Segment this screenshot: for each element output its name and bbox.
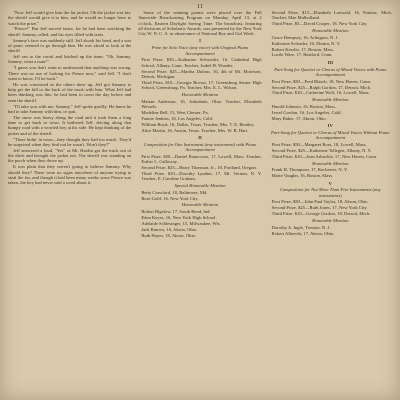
special-mention-heading: Special Honorable Mention	[174, 182, 226, 188]
award-entry: Betty Crawford, 18, Baltimore, Md.	[141, 189, 208, 195]
section-heading: Part-Song for Quartet or Chorus of Mixed Voices with Piano Accompaniment	[274, 66, 387, 77]
award-entry: Second Prize, $25—Ruth Jones, 17, New York City.	[271, 205, 368, 211]
section-heading: Composition for One Instrument (any instrument) with Piano Accompaniment	[143, 141, 257, 152]
honorable-mention-heading: Honorable Mention	[181, 202, 219, 208]
section-heading: Composition for Not More Than Five Instruments (any instruments)	[279, 187, 381, 198]
awards-column	[138, 10, 261, 394]
award-entry: First Prize, $50—Margaret Ross, 18, Lowell, Mass.	[271, 141, 367, 147]
section-heading: Part-Song for Quartet or Chorus of Mixed Voices Without Piano Accompaniment	[271, 129, 390, 141]
award-entry: Robert Bigelow, 17, South Bend, Ind.	[141, 209, 211, 215]
award-entry: Edna Keyes, 16, New York High School.	[141, 215, 217, 221]
award-entry: Dorothy A. Ingle, Trenton, N. J.	[271, 224, 331, 230]
honorable-mention-heading: Honorable Mention	[181, 91, 219, 97]
award-entry: Jack Barrow, 16, Akron, Ohio.	[141, 226, 198, 232]
award-entry: Grace Dempsey, 16, Arlington, N. J.	[271, 34, 339, 40]
award-entry: First Prize, $50—Katharine Schroeder, 16, Cathedral High School, Albany, Conn. Teacher, Isabel H. Wunder.	[141, 57, 262, 68]
award-entry: Mary Baker, 17, Akron, Ohio.	[271, 115, 327, 121]
award-entry: Harold Johnson, 16, Boston, Mass.	[271, 104, 336, 110]
award-entry: First Prize, $50—John Paul Taylor, 18, Akron, Ohio.	[271, 199, 369, 205]
award-entry: Robert Albrecht, 17, Akron, Ohio.	[271, 230, 335, 236]
award-entry: Third Prize, $10—George Gordon, 18, Detroit, Mich.	[271, 211, 371, 217]
text-columns	[8, 10, 392, 394]
honorable-mention-heading: Honorable Mention	[312, 97, 349, 103]
section-number: V	[328, 180, 332, 186]
section-heading: Prize for Solo Voice (any voice) with Original Piano Accompaniment	[151, 45, 249, 56]
awards-column-continued	[269, 10, 392, 394]
award-entry: First Prize, $50—Daniel Bonacorso, 17, Lowell, Mass. Teacher, Esther L. Calloway.	[141, 153, 262, 164]
section-number: IV	[327, 123, 333, 129]
award-entry: Rose Gold, 16, New York City.	[141, 195, 199, 201]
award-entry: Second Prize, $25—Martha Dufour, 16, 4th of Mt. Morrison, Detroit, Michigan.	[141, 68, 262, 79]
award-entry: Ruth Hayes, 18, Akron, Ohio.	[141, 232, 197, 238]
award-entry: William Boyd, 16, Dallas, Texas. Teacher, Mrs. T. E. Bentley.	[141, 121, 255, 127]
award-entry: Alice Martin, 16, Austin, Texas. Teacher, Mrs. W. R. Hart.	[141, 127, 249, 133]
award-entry: Third Prize, $10—Georgia Brown, 17, Greensburg Senior High School, Greensburg, Pa. Teacher, Mrs. E. L. Wilson.	[141, 79, 262, 91]
story-paragraph: "Now Jeff would give him the fur jacket. Oh the jacket was his, the sheriff would give it to him, and he would no longer have to watch the prize."	[8, 10, 132, 26]
story-paragraph: "I'll take you with me, Sammy," Jeff spoke gruffly. He knew he had to take Sammy with him, or quit.	[8, 103, 132, 114]
section-number: III	[327, 59, 333, 65]
award-entry: Third Prize, $10—Dorothy Lyndon, 17, Mt. Vernon, N. Y. Teacher, E. Caroline Graham.	[141, 170, 262, 182]
honorable-mention-heading: Honorable Mention	[312, 27, 349, 33]
story-paragraph: "I guess you don't want to understand that anything was wrong. There was no use of looking for Prince now," said Jeff. "I don't want to know. I'll be back."	[8, 65, 132, 81]
section-number: I	[199, 38, 201, 44]
story-paragraph: The snow was heavy along the road and it took them a long time to get back to town. It bothered Jeff, driving along that bumpy road with a worried boy at his side. He kept thinking of the jacket and of the sheriff.	[8, 114, 132, 136]
story-paragraph: "There hidin' in town—they thought they had too much. They'd be surprised when they find out he wasn't. Won't they?"	[8, 136, 132, 147]
story-paragraph: Sammy's face was suddenly still. Jeff shook his head, and a sort of panic seemed to go through him. He was afraid to look at the sheriff.	[8, 37, 132, 54]
award-entry: First Prize, $50—Fred Blasch, 18, New Haven, Conn.	[271, 78, 371, 84]
award-entry: Second Prize, $15—Elizabeth Loewald, 16, Pontiac, Mich. Teacher, Mae Mulholland.	[271, 10, 392, 21]
award-entry: Jewel Gordon, 16, Los Angeles, Calif.	[271, 109, 342, 115]
award-entry: Third Prize, $10—Joan Arbuckle, 17, New Haven, Conn.	[271, 153, 378, 159]
honorable-mention-heading: Honorable Mention	[312, 218, 349, 224]
story-column	[8, 10, 131, 394]
award-entry: Madeline Bell, 15, West Chester, Pa.	[141, 109, 209, 115]
award-entry: Marie Vaughn, 16, Boston, Mass.	[271, 173, 334, 179]
award-entry: Third Prize, $10—Catherine Wolf, 16, Lowell, Mass.	[271, 90, 370, 96]
story-paragraph: Jeff answered a loud, "Yes" as Mr. Hardin got the truck out of the ditch and brought the jacket out. The sheriff was standing on the porch when they drove up.	[8, 147, 132, 164]
story-paragraph: He was convinced as the others drew up, Jeff got Sammy to help get the bill to the back of the truck with him. What Jeff had been thinking was this: he had been to town the day before and seen the sheriff.	[8, 81, 132, 103]
award-entry: Second Prize, $25—Katherine Tellegen, Albany, N. Y.	[271, 147, 372, 153]
award-entry: Third Prize, $5—David Cooper, 18, New York City.	[271, 21, 368, 27]
story-paragraph: Jeff ran to the corral and hitched up the team. "Oh, Sammy, Sammy, what a man!"	[8, 54, 132, 65]
story-paragraph: "Prince!" But Jeff moved faster, for he had been watching the sheriff. Sammy called, and his eyes filled with tears.	[8, 26, 132, 37]
awards-intro: Some of the winning poems were placed over the Fall Statewide Broadcasting Program on Monday, April 13, at 2 o'clock, Eastern Daylight Saving Time. The broadcast, featuring all divisions of Scholastic Awards, was presented by the New York City W. N. C. A. in observance of National Boy and Girl Week.	[138, 10, 262, 37]
award-entry: Second Prize, $25—Ralph Gordon, 17, Detroit, Mich.	[271, 84, 372, 90]
award-entry: Second Prize, $25—Harry Thomson, Jr., 18, Portland, Oregon.	[141, 164, 257, 170]
award-entry: Marian Anderson, 16, Ashtabula, Ohio. Teacher, Elizabeth Wessels.	[141, 98, 262, 109]
award-entry: Katherine Schrader, 16, Elmira, N. Y.	[271, 40, 341, 46]
section-number: II	[198, 134, 202, 140]
honorable-mention-heading: Honorable Mention	[312, 160, 349, 166]
award-entry: Frank H. Thompson, 17, Rochester, N. Y.	[271, 167, 348, 173]
award-entry: Fannie Jenkins, 16, Los Angeles, Calif.	[141, 115, 214, 121]
award-entry: Robert Kessler, 17, Boston, Mass.	[271, 46, 335, 52]
award-entry: Lucile Ware, 17, Hartford, Conn.	[271, 52, 333, 58]
award-entry: Adelaide Schlesinger, 15, Milwaukee, Wis.	[141, 220, 221, 226]
story-paragraph: It was plain that they weren't going to believe Sammy. Why should they? There were no signs anywhere of anyone trying to steal the fur, and though it had been many weeks since Prince was taken, the boy had never said a word about it.	[8, 164, 132, 186]
page-number: 11	[197, 4, 203, 10]
